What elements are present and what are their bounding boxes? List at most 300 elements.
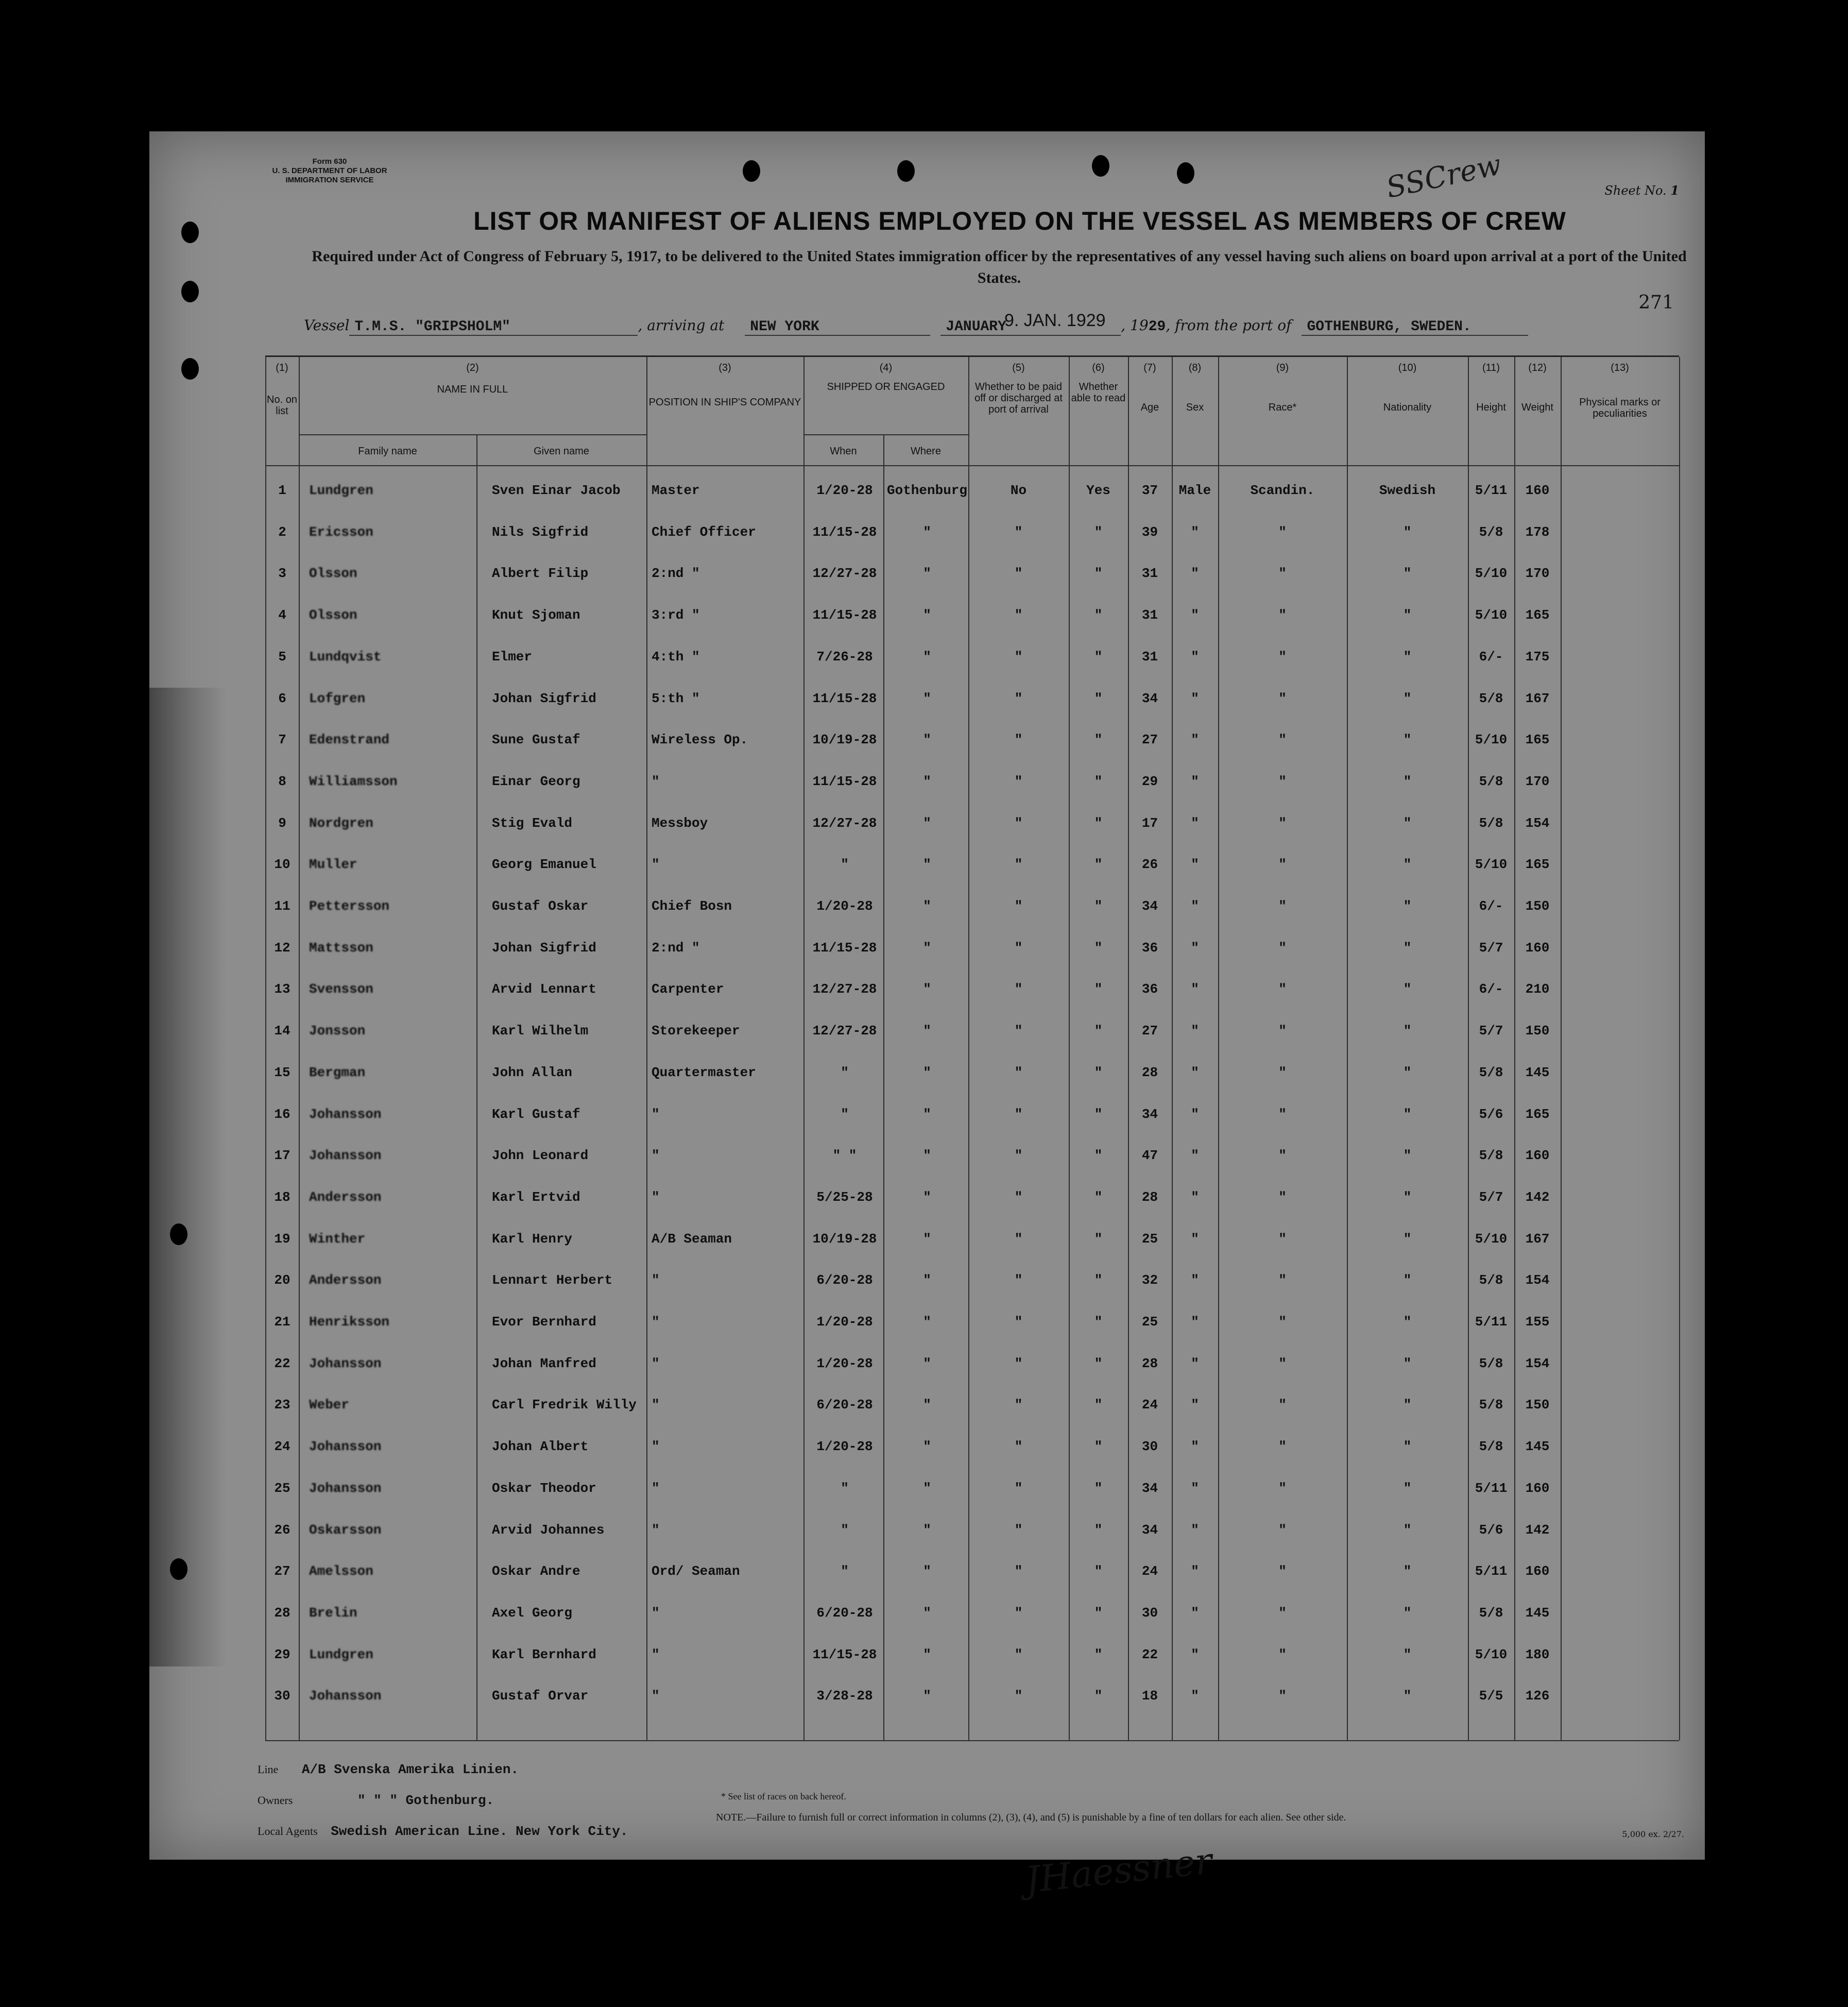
cell-read: " xyxy=(1094,1314,1103,1330)
table-row xyxy=(265,558,1679,594)
cell-position: " xyxy=(652,773,660,789)
form-header xyxy=(252,157,407,185)
cell-given: Knut Sjoman xyxy=(492,607,580,623)
cell-nat: " xyxy=(1403,690,1412,706)
cell-no: 22 xyxy=(274,1355,290,1371)
cell-read: " xyxy=(1094,1355,1103,1371)
cell-position: Master xyxy=(652,483,700,498)
cell-nat: " xyxy=(1403,1148,1412,1164)
cell-family: Ericsson xyxy=(309,524,373,540)
cell-height: 5/10 xyxy=(1475,857,1508,873)
arrival-month: JANUARY xyxy=(940,319,1121,336)
cell-no: 29 xyxy=(274,1646,290,1662)
cell-age: 28 xyxy=(1141,1355,1158,1371)
cell-given: Karl Ertvid xyxy=(492,1189,580,1205)
cell-no: 8 xyxy=(278,773,286,789)
cell-nat: " xyxy=(1403,1106,1412,1122)
cell-where: " xyxy=(923,773,931,789)
table-row xyxy=(265,808,1679,844)
owners-value: " " " Gothenburg. xyxy=(357,1793,494,1808)
col-shipped-engaged: SHIPPED OR ENGAGED xyxy=(827,381,945,393)
cell-family: Johansson xyxy=(309,1106,382,1122)
cell-paid: " xyxy=(1014,1272,1023,1288)
cell-no: 26 xyxy=(274,1522,290,1538)
cell-read: " xyxy=(1094,1231,1103,1247)
table-row xyxy=(265,1265,1679,1301)
cell-race: " xyxy=(1278,1106,1287,1122)
cell-family: Pettersson xyxy=(309,898,390,914)
see-list-note: * See list of races on back hereof. xyxy=(721,1791,846,1801)
handwritten-annotation: SSCrew xyxy=(1383,148,1504,205)
cell-height: 5/11 xyxy=(1475,1314,1508,1330)
cell-nat: Swedish xyxy=(1379,483,1436,498)
cell-no: 16 xyxy=(274,1106,290,1122)
cell-nat: " xyxy=(1403,1439,1412,1455)
table-row xyxy=(265,517,1679,553)
cell-race: " xyxy=(1278,566,1287,582)
master-signature: JHaessner xyxy=(1023,1840,1214,1901)
cell-weight: 170 xyxy=(1525,773,1550,789)
cell-paid: " xyxy=(1014,857,1023,873)
cell-position: " xyxy=(652,1480,660,1496)
cell-no: 27 xyxy=(274,1563,290,1579)
vessel-label: Vessel xyxy=(304,317,350,334)
cell-height: 5/7 xyxy=(1479,1189,1503,1205)
table-row xyxy=(265,1307,1679,1343)
cell-read: " xyxy=(1094,1480,1103,1496)
cell-no: 7 xyxy=(278,732,286,748)
table-row xyxy=(265,1515,1679,1551)
punch-hole xyxy=(181,281,199,302)
cell-read: " xyxy=(1094,607,1103,623)
cell-where: " xyxy=(923,1439,931,1455)
cell-race: " xyxy=(1278,1480,1287,1496)
cell-race: " xyxy=(1278,1397,1287,1413)
cell-height: 5/8 xyxy=(1479,815,1503,831)
cell-weight: 142 xyxy=(1525,1189,1550,1205)
col-paid-off: Whether to be paid off or discharged at port of arrival xyxy=(974,381,1063,415)
cell-where: " xyxy=(923,1355,931,1371)
col-name-in-full: NAME IN FULL xyxy=(437,384,508,395)
cell-when: 11/15-28 xyxy=(812,1646,877,1662)
cell-height: 5/7 xyxy=(1479,940,1503,956)
cell-no: 18 xyxy=(274,1189,290,1205)
cell-given: Carl Fredrik Willy xyxy=(492,1397,637,1413)
cell-race: " xyxy=(1278,649,1287,665)
cell-paid: " xyxy=(1014,1397,1023,1413)
cell-where: " xyxy=(923,1522,931,1538)
cell-where: " xyxy=(923,1397,931,1413)
cell-weight: 165 xyxy=(1525,1106,1550,1122)
cell-when: 1/20-28 xyxy=(816,1355,873,1371)
cell-position: 5:th " xyxy=(652,690,700,706)
cell-paid: " xyxy=(1014,1148,1023,1164)
cell-age: 24 xyxy=(1141,1397,1158,1413)
cell-nat: " xyxy=(1403,1688,1412,1704)
cell-age: 22 xyxy=(1141,1646,1158,1662)
col-nationality: Nationality xyxy=(1383,402,1432,413)
col-sex: Sex xyxy=(1186,402,1204,413)
cell-sex: " xyxy=(1191,524,1199,540)
cell-race: " xyxy=(1278,1439,1287,1455)
cell-nat: " xyxy=(1403,1231,1412,1247)
col-family-name: Family name xyxy=(358,446,417,457)
col4-number: (4) xyxy=(879,362,893,373)
cell-sex: " xyxy=(1191,1189,1199,1205)
cell-family: Olsson xyxy=(309,566,357,582)
cell-paid: " xyxy=(1014,940,1023,956)
cell-when: 11/15-28 xyxy=(812,940,877,956)
cell-position: Quartermaster xyxy=(652,1064,756,1080)
cell-race: " xyxy=(1278,898,1287,914)
cell-paid: " xyxy=(1014,566,1023,582)
cell-race: " xyxy=(1278,1189,1287,1205)
cell-race: " xyxy=(1278,1148,1287,1164)
cell-race: " xyxy=(1278,1522,1287,1538)
cell-given: Arvid Johannes xyxy=(492,1522,605,1538)
cell-nat: " xyxy=(1403,649,1412,665)
cell-nat: " xyxy=(1403,898,1412,914)
cell-read: " xyxy=(1094,1688,1103,1704)
cell-height: 5/7 xyxy=(1479,1023,1503,1039)
cell-nat: " xyxy=(1403,981,1412,997)
agents-value: Swedish American Line. New York City. xyxy=(331,1824,628,1839)
cell-read: " xyxy=(1094,1605,1103,1621)
cell-position: Chief Officer xyxy=(652,524,756,540)
cell-position: Ord/ Seaman xyxy=(652,1563,740,1579)
cell-where: " xyxy=(923,1605,931,1621)
cell-sex: Male xyxy=(1178,483,1211,498)
cell-age: 34 xyxy=(1141,898,1158,914)
punch-hole xyxy=(170,1223,187,1245)
cell-given: Johan Sigfrid xyxy=(492,940,596,956)
cell-read: " xyxy=(1094,649,1103,665)
port-of-departure: GOTHENBURG, SWEDEN. xyxy=(1302,319,1528,336)
col-where: Where xyxy=(911,446,941,457)
cell-weight: 180 xyxy=(1525,1646,1550,1662)
cell-nat: " xyxy=(1403,1272,1412,1288)
cell-paid: " xyxy=(1014,1480,1023,1496)
cell-read: " xyxy=(1094,1023,1103,1039)
cell-given: Oskar Andre xyxy=(492,1563,580,1579)
cell-when: 12/27-28 xyxy=(812,566,877,582)
cell-race: " xyxy=(1278,1272,1287,1288)
cell-sex: " xyxy=(1191,857,1199,873)
cell-no: 5 xyxy=(278,649,286,665)
cell-family: Bergman xyxy=(309,1064,366,1080)
port-label: , from the port of xyxy=(1166,317,1292,334)
cell-no: 14 xyxy=(274,1023,290,1039)
table-row xyxy=(265,1349,1679,1385)
cell-age: 26 xyxy=(1141,857,1158,873)
cell-height: 5/10 xyxy=(1475,566,1508,582)
col8-number: (8) xyxy=(1188,362,1202,373)
cell-height: 5/6 xyxy=(1479,1106,1503,1122)
table-row xyxy=(265,891,1679,927)
cell-where: " xyxy=(923,1106,931,1122)
cell-age: 36 xyxy=(1141,981,1158,997)
cell-sex: " xyxy=(1191,1148,1199,1164)
cell-position: 2:nd " xyxy=(652,566,700,582)
cell-height: 6/- xyxy=(1479,898,1503,914)
cell-race: " xyxy=(1278,1563,1287,1579)
cell-family: Lundgren xyxy=(309,1646,373,1662)
cell-no: 12 xyxy=(274,940,290,956)
table-row xyxy=(265,1556,1679,1592)
cell-read: " xyxy=(1094,898,1103,914)
cell-given: Johan Albert xyxy=(492,1439,589,1455)
cell-family: Andersson xyxy=(309,1189,382,1205)
cell-age: 34 xyxy=(1141,1522,1158,1538)
cell-given: Gustaf Orvar xyxy=(492,1688,589,1704)
cell-read: " xyxy=(1094,1563,1103,1579)
cell-race: " xyxy=(1278,607,1287,623)
table-row xyxy=(265,1016,1679,1052)
cell-position: Wireless Op. xyxy=(652,732,748,748)
cell-nat: " xyxy=(1403,1397,1412,1413)
cell-given: Karl Wilhelm xyxy=(492,1023,589,1039)
agents-field xyxy=(258,1824,628,1839)
cell-weight: 150 xyxy=(1525,1397,1550,1413)
cell-age: 34 xyxy=(1141,690,1158,706)
table-row xyxy=(265,1390,1679,1426)
cell-race: " xyxy=(1278,1688,1287,1704)
cell-race: " xyxy=(1278,1023,1287,1039)
cell-paid: " xyxy=(1014,1106,1023,1122)
cell-paid: " xyxy=(1014,1023,1023,1039)
cell-family: Nordgren xyxy=(309,815,373,831)
col-able-to-read: Whether able to read xyxy=(1071,381,1126,404)
cell-read: " xyxy=(1094,1646,1103,1662)
cell-height: 5/8 xyxy=(1479,1397,1503,1413)
cell-where: " xyxy=(923,732,931,748)
cell-nat: " xyxy=(1403,607,1412,623)
cell-where: " xyxy=(923,524,931,540)
cell-nat: " xyxy=(1403,857,1412,873)
table-row xyxy=(265,1224,1679,1260)
cell-no: 4 xyxy=(278,607,286,623)
cell-age: 27 xyxy=(1141,1023,1158,1039)
cell-where: " xyxy=(923,857,931,873)
cell-height: 5/8 xyxy=(1479,690,1503,706)
cell-paid: " xyxy=(1014,815,1023,831)
cell-age: 17 xyxy=(1141,815,1158,831)
col11-number: (11) xyxy=(1482,362,1500,373)
cell-where: " xyxy=(923,1314,931,1330)
cell-no: 3 xyxy=(278,566,286,582)
cell-no: 24 xyxy=(274,1439,290,1455)
cell-weight: 150 xyxy=(1525,898,1550,914)
cell-when: 11/15-28 xyxy=(812,690,877,706)
table-row xyxy=(265,1432,1679,1468)
cell-height: 6/- xyxy=(1479,981,1503,997)
punch-hole xyxy=(1092,155,1109,177)
cell-paid: " xyxy=(1014,1563,1023,1579)
cell-nat: " xyxy=(1403,1189,1412,1205)
cell-given: Stig Evald xyxy=(492,815,573,831)
cell-given: Oskar Theodor xyxy=(492,1480,596,1496)
cell-sex: " xyxy=(1191,815,1199,831)
cell-sex: " xyxy=(1191,1563,1199,1579)
cell-family: Lundqvist xyxy=(309,649,382,665)
cell-family: Johansson xyxy=(309,1355,382,1371)
cell-family: Jonsson xyxy=(309,1023,366,1039)
cell-race: " xyxy=(1278,773,1287,789)
cell-read: " xyxy=(1094,1148,1103,1164)
col5-number: (5) xyxy=(1012,362,1025,373)
cell-position: " xyxy=(652,1439,660,1455)
cell-where: " xyxy=(923,898,931,914)
cell-given: Elmer xyxy=(492,649,533,665)
cell-age: 28 xyxy=(1141,1064,1158,1080)
cell-family: Olsson xyxy=(309,607,357,623)
col-height: Height xyxy=(1476,402,1506,413)
cell-nat: " xyxy=(1403,1480,1412,1496)
form-number: Form 630 xyxy=(312,157,347,166)
cell-no: 6 xyxy=(278,690,286,706)
cell-position: " xyxy=(652,1314,660,1330)
cell-when: " xyxy=(841,1563,849,1579)
cell-age: 36 xyxy=(1141,940,1158,956)
cell-paid: " xyxy=(1014,1646,1023,1662)
cell-when: 10/19-28 xyxy=(812,1231,877,1247)
sheet-number-value: 1 xyxy=(1670,183,1679,198)
cell-height: 5/8 xyxy=(1479,773,1503,789)
cell-position: " xyxy=(652,1148,660,1164)
cell-family: Johansson xyxy=(309,1480,382,1496)
cell-height: 5/10 xyxy=(1475,1646,1508,1662)
cell-where: " xyxy=(923,1023,931,1039)
cell-given: Karl Bernhard xyxy=(492,1646,596,1662)
col12-number: (12) xyxy=(1528,362,1547,373)
cell-where: " xyxy=(923,690,931,706)
table-row xyxy=(265,1099,1679,1135)
cell-no: 17 xyxy=(274,1148,290,1164)
cell-sex: " xyxy=(1191,690,1199,706)
subtitle: Required under Act of Congress of February 5, 1917, to be delivered to the United States immigration officer by the representatives of any vessel having such aliens on board upon arrival at a port of the United States. xyxy=(312,248,1687,286)
cell-weight: 178 xyxy=(1525,524,1550,540)
cell-age: 30 xyxy=(1141,1439,1158,1455)
cell-family: Edenstrand xyxy=(309,732,390,748)
table-row xyxy=(265,600,1679,636)
cell-where: " xyxy=(923,1064,931,1080)
cell-family: Svensson xyxy=(309,981,373,997)
cell-family: Lundgren xyxy=(309,483,373,498)
cell-weight: 160 xyxy=(1525,1480,1550,1496)
cell-weight: 167 xyxy=(1525,1231,1550,1247)
cell-position: A/B Seaman xyxy=(652,1231,732,1247)
cell-paid: " xyxy=(1014,1522,1023,1538)
cell-read: " xyxy=(1094,732,1103,748)
cell-no: 1 xyxy=(278,483,286,498)
cell-read: " xyxy=(1094,1522,1103,1538)
cell-no: 19 xyxy=(274,1231,290,1247)
cell-nat: " xyxy=(1403,1646,1412,1662)
cell-no: 30 xyxy=(274,1688,290,1704)
cell-where: " xyxy=(923,1563,931,1579)
cell-nat: " xyxy=(1403,1023,1412,1039)
cell-age: 28 xyxy=(1141,1189,1158,1205)
cell-where: " xyxy=(923,1231,931,1247)
cell-where: " xyxy=(923,649,931,665)
print-code: 5,000 ex. 2/27. xyxy=(1622,1829,1684,1839)
cell-age: 29 xyxy=(1141,773,1158,789)
cell-no: 2 xyxy=(278,524,286,540)
cell-family: Williamsson xyxy=(309,773,398,789)
cell-given: Johan Manfred xyxy=(492,1355,596,1371)
cell-weight: 160 xyxy=(1525,940,1550,956)
department: U. S. DEPARTMENT OF LABOR xyxy=(272,166,387,175)
cell-height: 5/8 xyxy=(1479,1439,1503,1455)
cell-family: Winther xyxy=(309,1231,366,1247)
cell-family: Andersson xyxy=(309,1272,382,1288)
cell-no: 28 xyxy=(274,1605,290,1621)
cell-given: Lennart Herbert xyxy=(492,1272,613,1288)
cell-weight: 126 xyxy=(1525,1688,1550,1704)
page-number: 271 xyxy=(1638,292,1674,313)
cell-age: 24 xyxy=(1141,1563,1158,1579)
table-row xyxy=(265,1681,1679,1717)
cell-sex: " xyxy=(1191,1023,1199,1039)
col-race: Race* xyxy=(1268,402,1297,413)
line-value: A/B Svenska Amerika Linien. xyxy=(301,1762,519,1777)
cell-when: 12/27-28 xyxy=(812,815,877,831)
cell-age: 31 xyxy=(1141,649,1158,665)
col-age: Age xyxy=(1140,402,1159,413)
cell-height: 5/8 xyxy=(1479,1355,1503,1371)
cell-read: Yes xyxy=(1086,483,1110,498)
cell-weight: 170 xyxy=(1525,566,1550,582)
cell-age: 25 xyxy=(1141,1231,1158,1247)
cell-sex: " xyxy=(1191,981,1199,997)
cell-when: 7/26-28 xyxy=(816,649,873,665)
cell-nat: " xyxy=(1403,1563,1412,1579)
cell-nat: " xyxy=(1403,566,1412,582)
cell-when: 12/27-28 xyxy=(812,981,877,997)
year-label: , 19 xyxy=(1121,317,1149,334)
cell-weight: 165 xyxy=(1525,857,1550,873)
cell-sex: " xyxy=(1191,1231,1199,1247)
col-physical-marks: Physical marks or peculiarities xyxy=(1579,397,1661,419)
cell-age: 30 xyxy=(1141,1605,1158,1621)
cell-given: Evor Bernhard xyxy=(492,1314,596,1330)
cell-no: 23 xyxy=(274,1397,290,1413)
cell-when: 5/25-28 xyxy=(816,1189,873,1205)
table-row xyxy=(265,974,1679,1010)
arriving-label: , arriving at xyxy=(638,317,725,334)
table-row xyxy=(265,642,1679,678)
cell-weight: 155 xyxy=(1525,1314,1550,1330)
cell-read: " xyxy=(1094,524,1103,540)
cell-nat: " xyxy=(1403,773,1412,789)
cell-when: 11/15-28 xyxy=(812,607,877,623)
cell-position: 2:nd " xyxy=(652,940,700,956)
cell-paid: " xyxy=(1014,1439,1023,1455)
cell-given: John Allan xyxy=(492,1064,573,1080)
cell-sex: " xyxy=(1191,1106,1199,1122)
cell-age: 47 xyxy=(1141,1148,1158,1164)
cell-nat: " xyxy=(1403,1522,1412,1538)
cell-when: " xyxy=(841,857,849,873)
cell-age: 37 xyxy=(1141,483,1158,498)
cell-sex: " xyxy=(1191,940,1199,956)
cell-race: " xyxy=(1278,1314,1287,1330)
cell-when: 1/20-28 xyxy=(816,1314,873,1330)
cell-given: Einar Georg xyxy=(492,773,580,789)
cell-read: " xyxy=(1094,1272,1103,1288)
cell-no: 10 xyxy=(274,857,290,873)
table-row xyxy=(265,1141,1679,1177)
